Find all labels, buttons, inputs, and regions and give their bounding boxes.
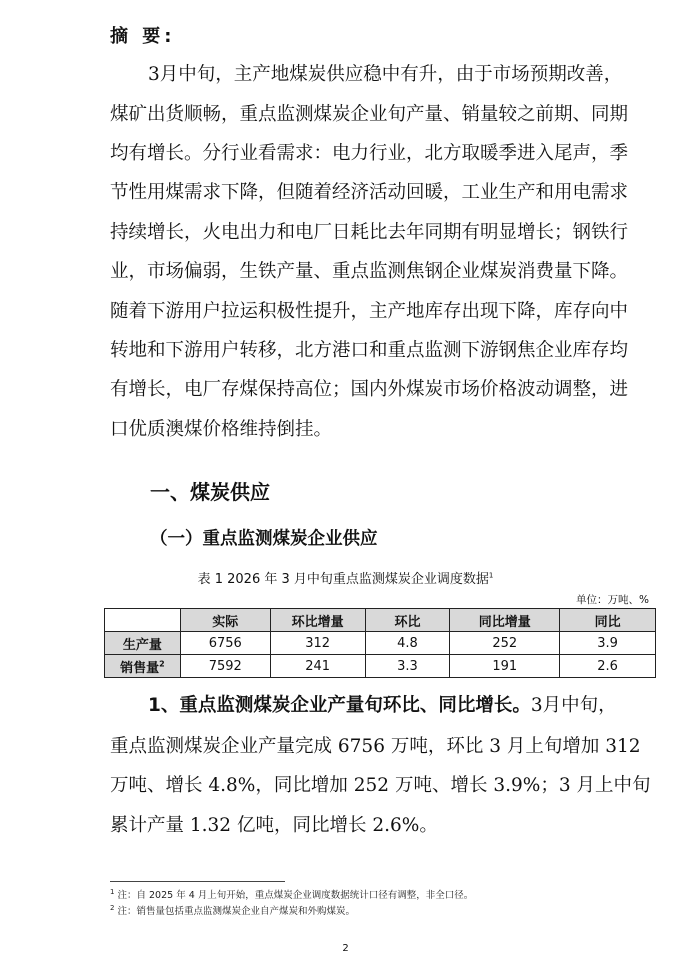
table-cell: 191 <box>450 655 560 678</box>
footnote-mark: 2 <box>110 903 115 912</box>
header-cell-yoy-increase: 同比增量 <box>450 609 560 632</box>
paragraph-1-line-4: 累计产量 1.32 亿吨，同比增长 2.6%。 <box>110 815 438 836</box>
row-label-text: 生产量 <box>122 637 162 653</box>
table-row <box>105 655 656 678</box>
abstract-line-6: 业，市场偏弱，生铁产量、重点监测焦钢企业煤炭消费量下降。 <box>110 261 629 282</box>
paragraph-1-line-2: 重点监测煤炭企业产量完成 6756 万吨，环比 3 月上旬增加 312 <box>110 736 641 757</box>
paragraph-1-lead: 1、重点监测煤炭企业产量旬环比、同比增长。 <box>148 695 531 716</box>
table-cell: 3.3 <box>365 655 450 678</box>
header-cell-actual: 实际 <box>180 609 270 632</box>
footnote-text: 注：销售量包括重点监测煤炭企业自产煤炭和外购煤炭。 <box>114 906 355 917</box>
header-cell-mom-increase: 环比增量 <box>270 609 365 632</box>
footnote-divider <box>110 881 285 882</box>
abstract-line-7: 随着下游用户拉运积极性提升，主产地库存出现下降，库存向中 <box>110 301 629 322</box>
table-cell: 3.9 <box>560 632 656 655</box>
footnote-1 <box>110 887 473 901</box>
abstract-line-3: 均有增长。分行业看需求：电力行业，北方取暖季进入尾声，季 <box>110 143 629 164</box>
row-label-text: 销售量 <box>120 660 160 676</box>
table-unit-label: 单位：万吨、% <box>576 594 649 606</box>
table-cell: 4.8 <box>365 632 450 655</box>
footnote-text: 注：自 2025 年 4 月上旬开始，重点煤炭企业调度数据统计口径有调整，非全口径。 <box>114 890 474 901</box>
abstract-line-4: 节性用煤需求下降，但随着经济活动回暖，工业生产和用电需求 <box>110 182 629 203</box>
header-cell-mom: 环比 <box>365 609 450 632</box>
header-cell-corner <box>105 609 181 632</box>
table-cell: 6756 <box>180 632 270 655</box>
table-caption-text: 表 1 2026 年 3 月中旬重点监测煤炭企业调度数据 <box>197 572 489 587</box>
table-cell: 7592 <box>180 655 270 678</box>
table-cell: 312 <box>270 632 365 655</box>
abstract-line-9: 有增长，电厂存煤保持高位；国内外煤炭市场价格波动调整，进 <box>110 379 629 400</box>
table-header-row <box>105 609 656 632</box>
abstract-line-2: 煤矿出货顺畅，重点监测煤炭企业旬产量、销量较之前期、同期 <box>110 104 629 125</box>
abstract-line-8: 转地和下游用户转移，北方港口和重点监测下游钢焦企业库存均 <box>110 340 629 361</box>
table-caption-footnote-ref: 1 <box>488 571 494 580</box>
table-cell: 252 <box>450 632 560 655</box>
table-row <box>105 632 656 655</box>
table-cell: 241 <box>270 655 365 678</box>
section-heading-coal-supply: 一、煤炭供应 <box>150 480 270 504</box>
table-caption <box>0 568 691 587</box>
header-cell-yoy: 同比 <box>560 609 656 632</box>
abstract-heading: 摘 要: <box>110 26 176 47</box>
table-cell: 2.6 <box>560 655 656 678</box>
row-label-footnote-ref: 2 <box>159 659 165 669</box>
dispatch-data-table <box>104 608 656 678</box>
abstract-line-1: 3月中旬，主产地煤炭供应稳中有升，由于市场预期改善， <box>148 64 623 85</box>
paragraph-1-line-3: 万吨、增长 4.8%，同比增加 252 万吨、增长 3.9%；3 月上中旬 <box>110 775 651 796</box>
subsection-heading-key-enterprise-supply: （一）重点监测煤炭企业供应 <box>150 529 378 549</box>
paragraph-1-line-1 <box>0 694 691 718</box>
row-label-production <box>105 632 181 655</box>
abstract-line-10: 口优质澳煤价格维持倒挂。 <box>110 419 333 440</box>
abstract-line-5: 持续增长，火电出力和电厂日耗比去年同期有明显增长；钢铁行 <box>110 222 629 243</box>
footnote-mark: 1 <box>110 887 115 896</box>
footnote-2 <box>110 903 355 917</box>
page-number: 2 <box>342 943 349 954</box>
paragraph-1-lead-tail: 3月中旬， <box>530 695 617 716</box>
row-label-sales <box>105 655 181 678</box>
